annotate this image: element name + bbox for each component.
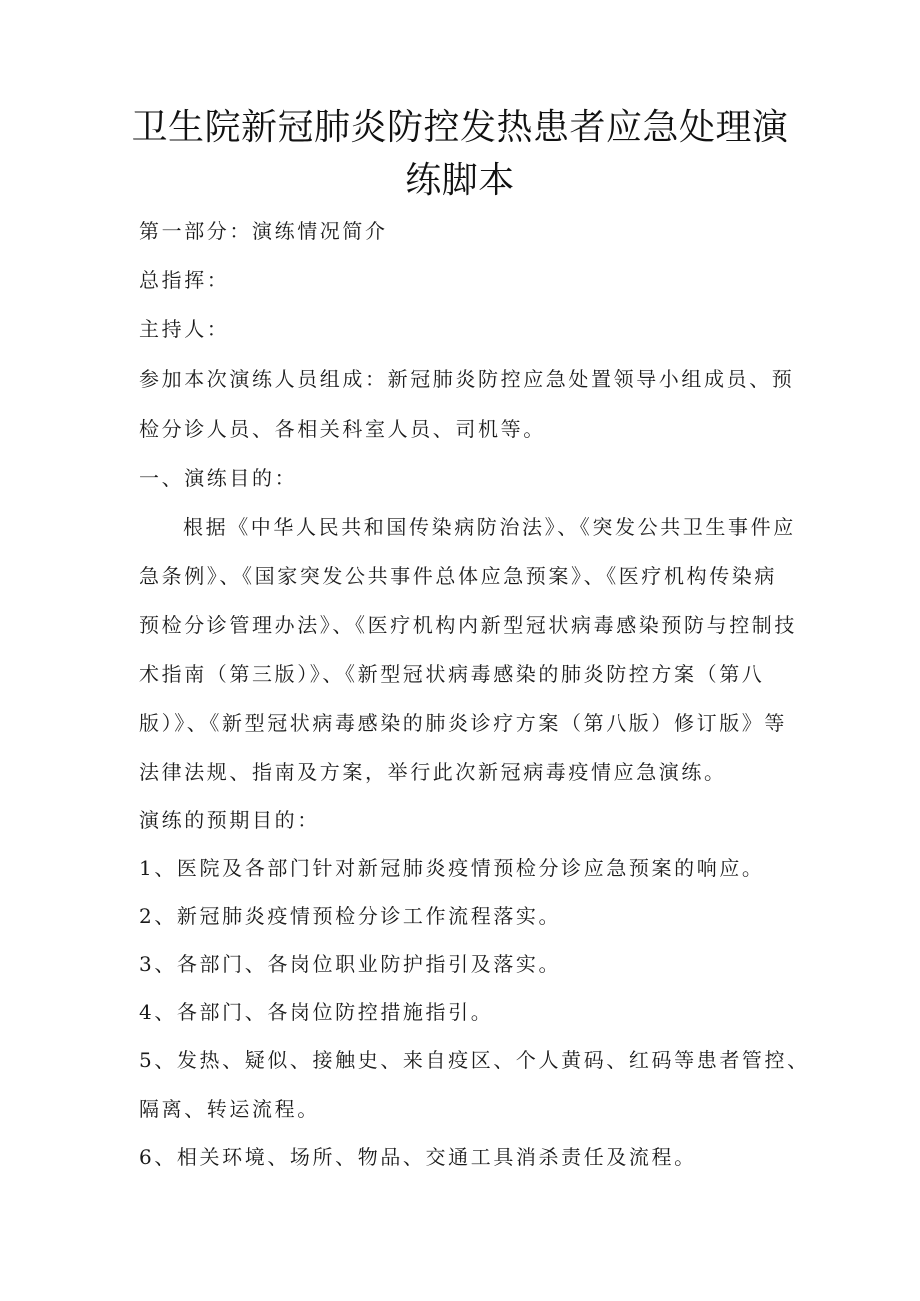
goal-item-1: 1、医院及各部门针对新冠肺炎疫情预检分诊应急预案的响应。 <box>139 856 765 880</box>
goal-item-3: 3、各部门、各岗位职业防护指引及落实。 <box>139 952 562 976</box>
document-title-line-1: 卫生院新冠肺炎防控发热患者应急处理演 <box>131 107 789 148</box>
expected-goals-heading: 演练的预期目的： <box>139 808 320 832</box>
document-title-line-2: 练脚本 <box>405 160 515 201</box>
goal-item-2: 2、新冠肺炎疫情预检分诊工作流程落实。 <box>139 904 562 928</box>
goal-item-4: 4、各部门、各岗位防控措施指引。 <box>139 1000 494 1024</box>
section-heading-overview: 第一部分：演练情况简介 <box>139 219 388 243</box>
purpose-paragraph-line-5: 版）》、《新型冠状病毒感染的肺炎诊疗方案（第八版）修订版》等 <box>139 711 787 735</box>
host-field: 主持人： <box>139 317 230 341</box>
purpose-paragraph-line-6: 法律法规、指南及方案，举行此次新冠病毒疫情应急演练。 <box>139 760 727 784</box>
purpose-paragraph-line-2: 急条例》、《国家突发公共事件总体应急预案》、《医疗机构传染病 <box>139 564 777 588</box>
commander-field: 总指挥： <box>139 268 230 292</box>
goal-item-6: 6、相关环境、场所、物品、交通工具消杀责任及流程。 <box>139 1145 697 1169</box>
goal-item-5-line-1: 5、发热、疑似、接触史、来自疫区、个人黄码、红码等患者管控、 <box>139 1048 810 1072</box>
purpose-paragraph-line-3: 预检分诊管理办法》、《医疗机构内新型冠状病毒感染预防与控制技 <box>139 613 797 637</box>
goal-item-5-line-2: 隔离、转运流程。 <box>139 1097 320 1121</box>
section-heading-purpose: 一、演练目的： <box>139 466 298 490</box>
purpose-paragraph-line-4: 术指南（第三版）》、《新型冠状病毒感染的肺炎防控方案（第八 <box>139 662 765 686</box>
participants-line-2: 检分诊人员、各相关科室人员、司机等。 <box>139 417 546 441</box>
purpose-paragraph-line-1: 根据《中华人民共和国传染病防治法》、《突发公共卫生事件应 <box>183 515 796 539</box>
participants-line-1: 参加本次演练人员组成：新冠肺炎防控应急处置领导小组成员、预 <box>139 367 795 391</box>
